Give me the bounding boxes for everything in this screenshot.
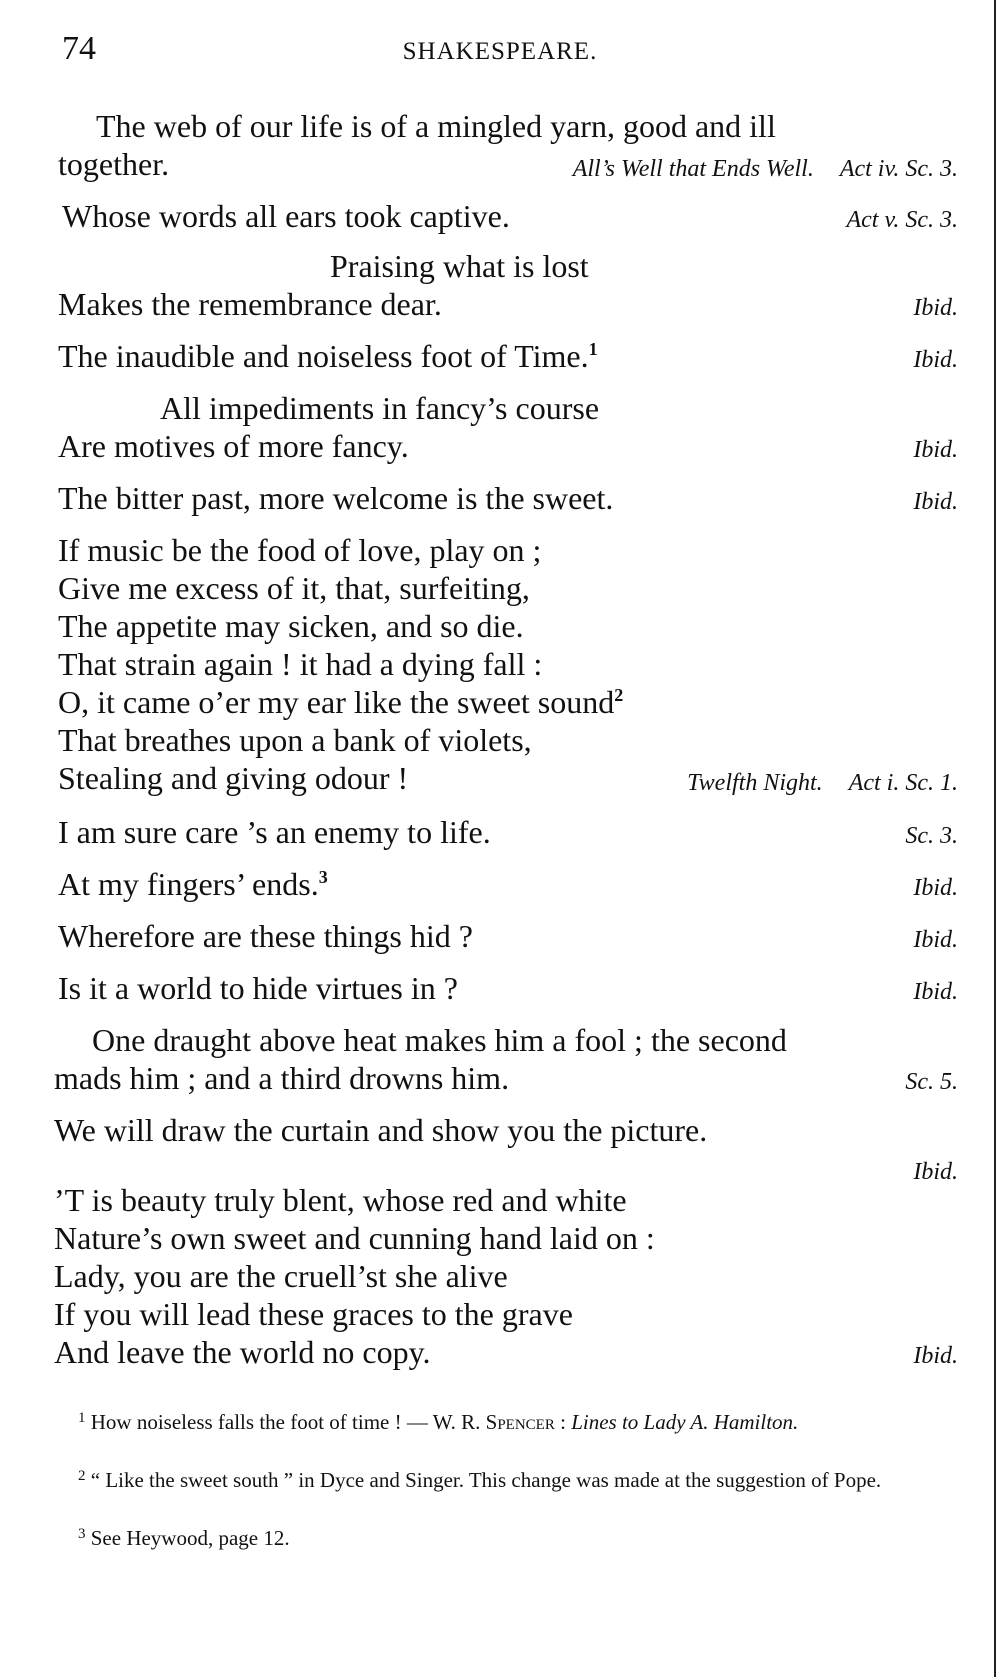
reference-location: Act iv. Sc. 3.	[839, 156, 958, 182]
quote-line: I am sure care ’s an enemy to life.	[58, 814, 491, 850]
reference-location: Ibid.	[913, 1343, 958, 1369]
page-number: 74	[62, 30, 96, 67]
quote-line: Wherefore are these things hid ?	[58, 918, 473, 954]
footnote-marker: 1	[588, 339, 598, 359]
footnote: $^2$ “ Like the sweet south ” in Dyce and Singer. This change was made at the suggestion of Pope.	[78, 1468, 882, 1492]
footnote: $^1$ How noiseless falls the foot of time ! — W. R. Spencer : Lines to Lady A. Hamilton.	[78, 1410, 799, 1434]
footnote: $^3$ See Heywood, page 12.	[78, 1526, 290, 1550]
reference-work: Twelfth Night.	[687, 770, 823, 796]
footnote-marker: 2	[78, 1468, 86, 1484]
quote-line: Praising what is lost	[330, 248, 589, 284]
reference-location: Sc. 3.	[905, 823, 958, 849]
reference-location: Act i. Sc. 1.	[848, 770, 958, 796]
running-title: SHAKESPEARE.	[402, 38, 598, 65]
quote-reference	[687, 771, 958, 795]
reference-location: Ibid.	[913, 437, 958, 463]
quote-line: And leave the world no copy.	[54, 1334, 431, 1370]
quote-line: One draught above heat makes him a fool ; the second	[92, 1022, 787, 1058]
quote-line: Whose words all ears took captive.	[62, 198, 510, 234]
quote-line: Is it a world to hide virtues in ?	[58, 970, 458, 1006]
quote-line: Nature’s own sweet and cunning hand laid on :	[54, 1220, 655, 1256]
footnote-marker: 3	[318, 867, 328, 887]
reference-location: Ibid.	[913, 979, 958, 1005]
reference-location: Ibid.	[913, 1159, 958, 1185]
footnote-marker: 2	[614, 685, 624, 705]
footnote-marker: 3	[78, 1526, 86, 1542]
footnote-marker: 1	[78, 1410, 86, 1426]
quote-line: The bitter past, more welcome is the sweet.	[58, 480, 614, 516]
reference-location: Ibid.	[913, 489, 958, 515]
quote-line: Give me excess of it, that, surfeiting,	[58, 570, 530, 606]
quote-line: Lady, you are the cruell’st she alive	[54, 1258, 508, 1294]
quote-line: Makes the remembrance dear.	[58, 286, 442, 322]
quote-reference	[573, 157, 958, 181]
quote-line: Stealing and giving odour !	[58, 760, 409, 796]
quote-line: ’T is beauty truly blent, whose red and white	[54, 1182, 627, 1218]
quote-line: If you will lead these graces to the grave	[54, 1296, 573, 1332]
quote-line: That strain again ! it had a dying fall :	[58, 646, 543, 682]
quote-line: At my fingers’ ends.$^3$	[58, 866, 328, 902]
quote-line: mads him ; and a third drowns him.	[54, 1060, 510, 1096]
quote-line: The web of our life is of a mingled yarn, good and ill	[96, 108, 776, 144]
reference-location: Ibid.	[913, 875, 958, 901]
quote-line: Are motives of more fancy.	[58, 428, 409, 464]
quote-line: The inaudible and noiseless foot of Time.$^1$	[58, 338, 598, 374]
quote-line: We will draw the curtain and show you the picture.	[54, 1112, 708, 1148]
reference-location: Ibid.	[913, 927, 958, 953]
quote-line: If music be the food of love, play on ;	[58, 532, 542, 568]
reference-work: All’s Well that Ends Well.	[572, 156, 814, 182]
reference-location: Ibid.	[913, 295, 958, 321]
quote-line: That breathes upon a bank of violets,	[58, 722, 532, 758]
quote-line: O, it came o’er my ear like the sweet sound$^2$	[58, 684, 624, 720]
quote-line: All impediments in fancy’s course	[160, 390, 600, 426]
quote-line: The appetite may sicken, and so die.	[58, 608, 524, 644]
reference-location: Sc. 5.	[905, 1069, 958, 1095]
page-edge-rule	[994, 0, 996, 1677]
reference-location: Ibid.	[913, 347, 958, 373]
quote-line: together.	[58, 146, 170, 182]
reference-location: Act v. Sc. 3.	[846, 207, 958, 233]
